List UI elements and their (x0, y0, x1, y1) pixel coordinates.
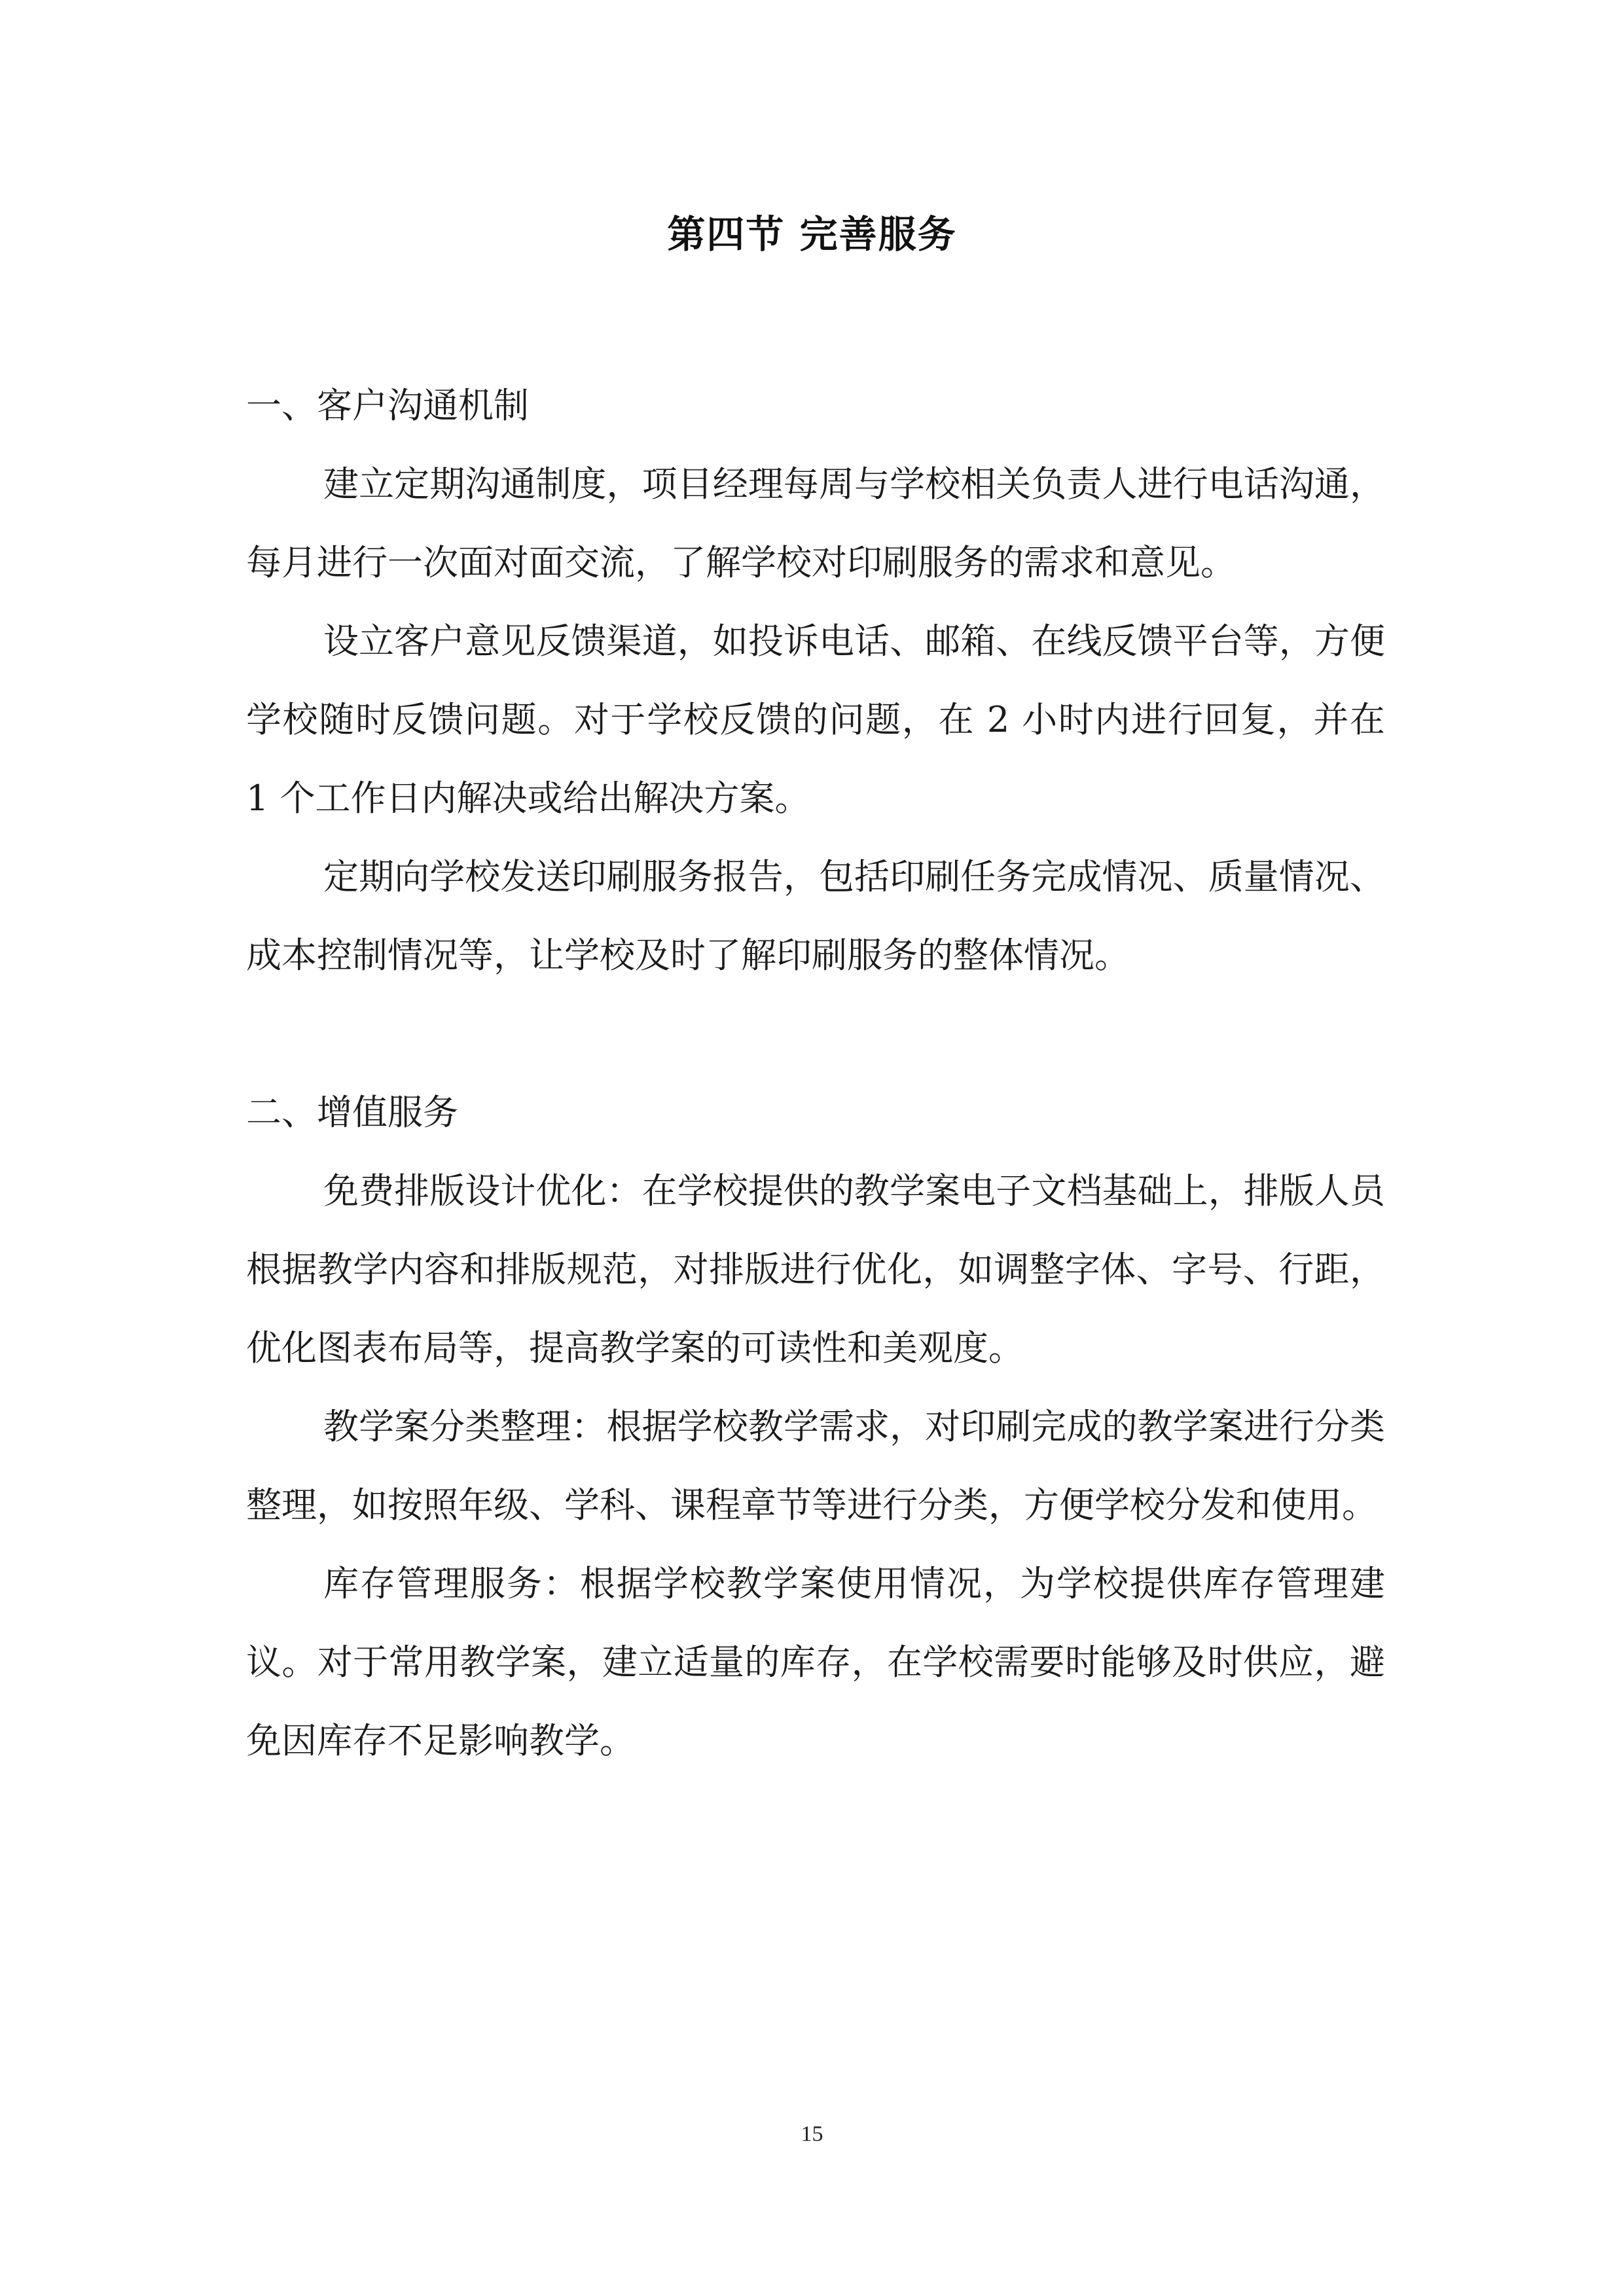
paragraph: 建立定期沟通制度，项目经理每周与学校相关负责人进行电话沟通，每月进行一次面对面交流，了解学校对印刷服务的需求和意见。 (246, 463, 1385, 583)
section-value-added-services (246, 1073, 1385, 1780)
page-number: 15 (801, 2122, 823, 2146)
paragraph: 设立客户意见反馈渠道，如投诉电话、邮箱、在线反馈平台等，方便学校随时反馈问题。对于学校反馈的问题，在 2 小时内进行回复，并在 1 个工作日内解决或给出解决方案。 (246, 620, 1385, 819)
document-body (246, 367, 1385, 1780)
paragraph: 教学案分类整理：根据学校教学需求，对印刷完成的教学案进行分类整理，如按照年级、学科、课程章节等进行分类，方便学校分发和使用。 (246, 1406, 1385, 1526)
section-customer-communication (246, 367, 1385, 995)
section-heading: 二、增值服务 (246, 1092, 458, 1133)
section-spacer (246, 995, 1385, 1073)
section-heading: 一、客户沟通机制 (246, 385, 529, 426)
paragraph: 库存管理服务：根据学校教学案使用情况，为学校提供库存管理建议。对于常用教学案，建立适量的库存，在学校需要时能够及时供应，避免因库存不足影响教学。 (246, 1563, 1385, 1761)
paragraph: 定期向学校发送印刷服务报告，包括印刷任务完成情况、质量情况、成本控制情况等，让学校及时了解印刷服务的整体情况。 (246, 856, 1385, 976)
paragraph: 免费排版设计优化：在学校提供的教学案电子文档基础上，排版人员根据教学内容和排版规范，对排版进行优化，如调整字体、字号、行距，优化图表布局等，提高教学案的可读性和美观度。 (246, 1170, 1385, 1369)
page-title: 第四节 完善服务 (667, 212, 957, 257)
